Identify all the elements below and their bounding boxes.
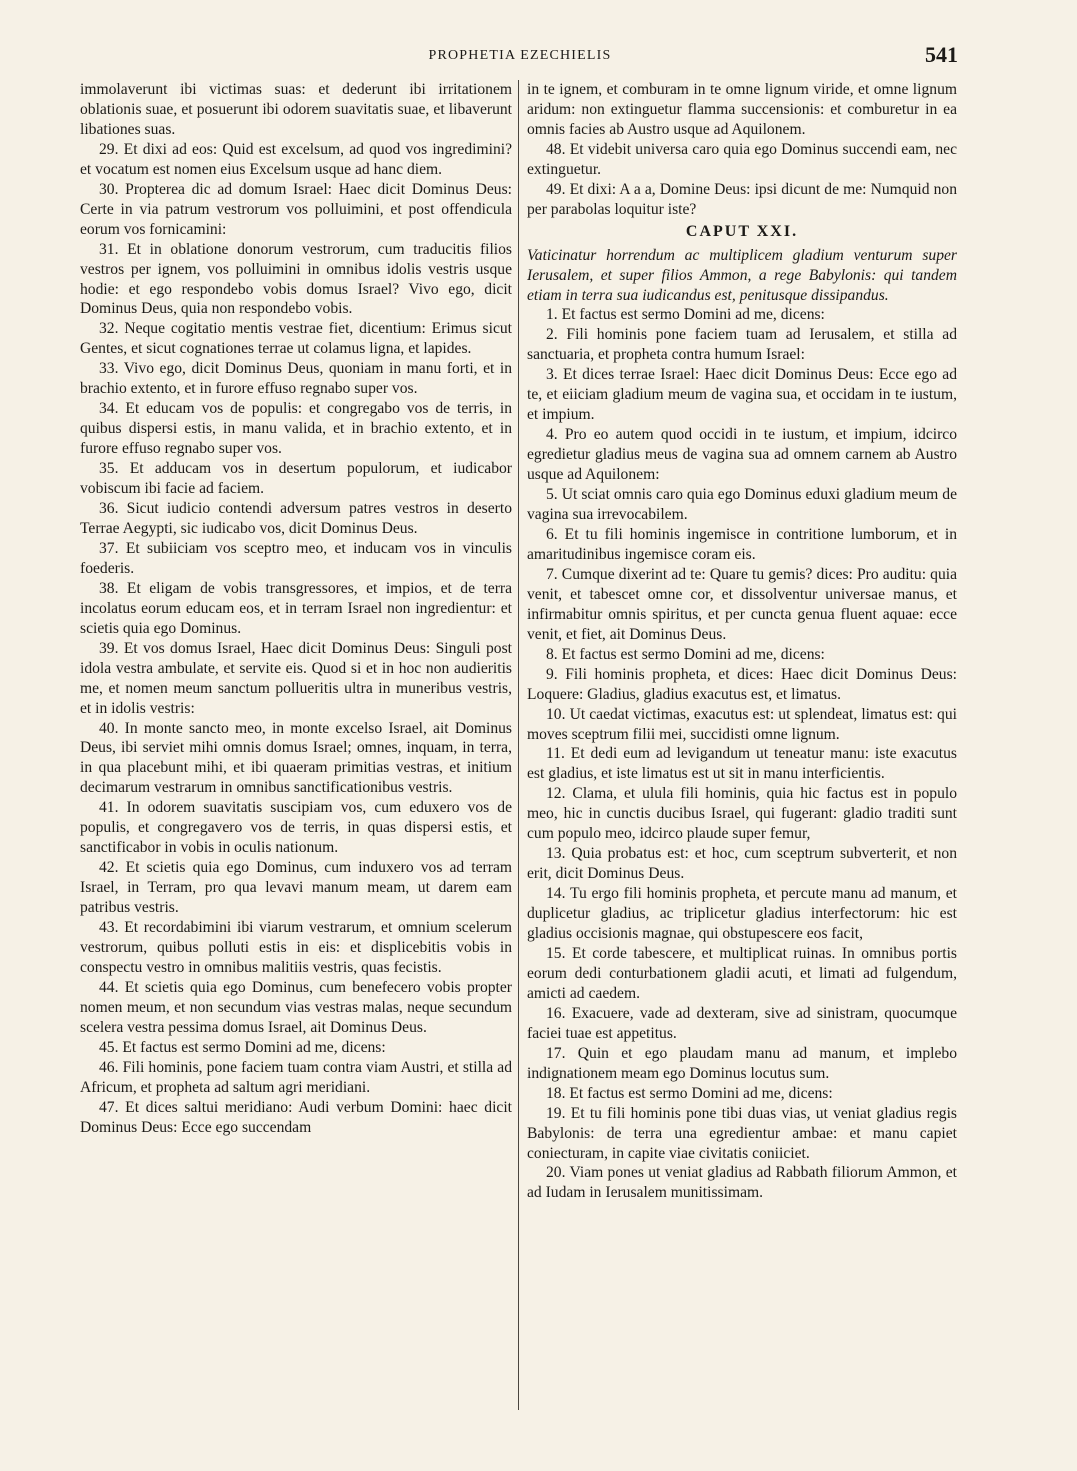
verse-paragraph: 15. Et corde tabescere, et multiplicat ruinas. In omnibus portis eorum dedi conturbationem gladii acuti, et limati ad fulgendum, amicti ad caedem.: [527, 944, 957, 1002]
right-column: [527, 80, 957, 1203]
page-number: 541: [925, 42, 958, 67]
verse-paragraph: 18. Et factus est sermo Domini ad me, dicens:: [546, 1084, 833, 1102]
verse-paragraph: 43. Et recordabimini ibi viarum vestrarum, et omnium scelerum vestrorum, quibus polluti estis in eis: et displicebitis vobis in conspectu vestro in omnibus malitiis vestris, quas fecistis.: [80, 919, 512, 976]
verse-paragraph: 20. Viam pones ut veniat gladius ad Rabbath filiorum Ammon, et ad Iudam in Ierusalem munitissimam.: [527, 1164, 957, 1202]
verse-paragraph: 40. In monte sancto meo, in monte excelso Israel, ait Dominus Deus, ibi serviet mihi omnis domus Israel; omnes, inquam, in terra, in qua placebunt mihi, et ibi quaeram primitias vestras, et initium decimarum vestrarum in omnibus sanctificationibus vestris.: [80, 719, 512, 797]
verse-paragraph: 41. In odorem suavitatis suscipiam vos, cum eduxero vos de populis, et congregavero vos de terris, in quas dispersi estis, et sanctificabor in vobis in oculis nationum.: [80, 799, 512, 857]
verse-paragraph: 2. Fili hominis pone faciem tuam ad Ierusalem, et stilla ad sanctuaria, et propheta contra humum Israel:: [527, 326, 957, 364]
verse-paragraph: 30. Propterea dic ad domum Israel: Haec dicit Dominus Deus: Certe in via patrum vestrorum vos polluimini, et post offendicula eorum vos fornicamini:: [80, 180, 512, 238]
verse-paragraph: 39. Et vos domus Israel, Haec dicit Dominus Deus: Singuli post idola vestra ambulate, et servite eis. Quod si et in hoc non audieritis me, et nomen meum sanctum pollueritis ultra in muneribus vestris, et in idolis vestris:: [80, 639, 512, 717]
verse-paragraph: 5. Ut sciat omnis caro quia ego Dominus eduxi gladium meum de vagina sua irrevocabilem.: [527, 486, 957, 524]
running-head: [80, 40, 960, 70]
verse-paragraph: 8. Et factus est sermo Domini ad me, dicens:: [546, 645, 825, 663]
verse-paragraph: 1. Et factus est sermo Domini ad me, dicens:: [546, 306, 825, 324]
verse-paragraph: 46. Fili hominis, pone faciem tuam contra viam Austri, et stilla ad Africum, et propheta ad saltum agri meridiani.: [80, 1058, 512, 1096]
verse-paragraph: 38. Et eligam de vobis transgressores, et impios, et de terra incolatus eorum educam eos, et in terram Israel non ingredientur: et scietis quia ego Dominus.: [80, 579, 512, 637]
verse-paragraph: 19. Et tu fili hominis pone tibi duas vias, ut veniat gladius regis Babylonis: de terra una egredientur ambae: et manu capiet coniecturam, in capite viae civitatis coniiciet.: [527, 1104, 957, 1162]
chapter-summary: Vaticinatur horrendum ac multiplicem gladium venturum super Ierusalem, et super filios Ammon, a rege Babylonis: qui tandem etiam in terra sua iudicandus est, penitusque dissipandus.: [527, 246, 957, 304]
verse-paragraph: 45. Et factus est sermo Domini ad me, dicens:: [99, 1038, 386, 1056]
verse-continuation: in te ignem, et comburam in te omne lignum viride, et omne lignum aridum: non extinguetur flamma succensionis: et comburetur in ea omnis facies ab Austro usque ad Aquilonem.: [527, 81, 957, 138]
verse-paragraph: 17. Quin et ego plaudam manu ad manum, et implebo indignationem meam ego Dominus locutus sum.: [527, 1044, 957, 1082]
verse-paragraph: 47. Et dices saltui meridiano: Audi verbum Domini: haec dicit Dominus Deus: Ecce ego succendam: [80, 1098, 512, 1136]
verse-paragraph: 6. Et tu fili hominis ingemisce in contritione lumborum, et in amaritudinibus ingemisce coram eis.: [527, 525, 957, 563]
verse-paragraph: 4. Pro eo autem quod occidi in te iustum, et impium, idcirco egredietur gladius meus de vagina sua ad omnem carnem ab Austro usque ad Aquilonem:: [527, 426, 957, 484]
verse-paragraph: 29. Et dixi ad eos: Quid est excelsum, ad quod vos ingredimini? et vocatum est nomen eius Excelsum usque ad hanc diem.: [80, 140, 512, 178]
verse-paragraph: 33. Vivo ego, dicit Dominus Deus, quoniam in manu forti, et in brachio extento, et in furore effuso regnabo super vos.: [80, 360, 512, 398]
left-column: [80, 80, 512, 1138]
verse-paragraph: 35. Et adducam vos in desertum populorum, et iudicabor vobiscum ibi facie ad faciem.: [80, 460, 512, 498]
verse-paragraph: 11. Et dedi eum ad levigandum ut teneatur manu: iste exacutus est gladius, et iste limatus est ut sit in manu interficientis.: [527, 745, 957, 783]
verse-paragraph: 14. Tu ergo fili hominis propheta, et percute manu ad manum, et duplicetur gladius, ac triplicetur gladius interfectorum: hic est gladius occisionis magnae, qui obstupescere eos facit,: [527, 885, 957, 943]
column-divider: [518, 80, 519, 1410]
verse-paragraph: 32. Neque cogitatio mentis vestrae fiet, dicentium: Erimus sicut Gentes, et sicut cognationes terrae ut colamus ligna, et lapides.: [80, 320, 512, 358]
verse-paragraph: 37. Et subiiciam vos sceptro meo, et inducam vos in vinculis foederis.: [80, 539, 512, 577]
verse-paragraph: 9. Fili hominis propheta, et dices: Haec dicit Dominus Deus: Loquere: Gladius, gladius exacutus est, et limatus.: [527, 665, 957, 703]
verse-paragraph: 3. Et dices terrae Israel: Haec dicit Dominus Deus: Ecce ego ad te, et eiiciam gladium meum de vagina sua, et occidam in te iustum, et impium.: [527, 366, 957, 424]
verse-paragraph: 36. Sicut iudicio contendi adversum patres vestros in deserto Terrae Aegypti, sic iudicabo vos, dicit Dominus Deus.: [80, 500, 512, 537]
verse-paragraph: 42. Et scietis quia ego Dominus, cum induxero vos ad terram Israel, in Terram, pro qua levavi manum meam, ut darem eam patribus vestris.: [80, 859, 512, 917]
verse-paragraph: 49. Et dixi: A a a, Domine Deus: ipsi dicunt de me: Numquid non per parabolas loquitur iste?: [527, 180, 957, 218]
verse-paragraph: 34. Et educam vos de populis: et congregabo vos de terris, in quibus dispersi estis, in manu valida, et in brachio extento, et in furore effuso regnabo super vos.: [80, 400, 512, 458]
verse-paragraph: 12. Clama, et ulula fili hominis, quia hic factus est in populo meo, hic in cunctis ducibus Israel, qui fugerant: gladio traditi sunt cum populo meo, idcirco plaude super femur,: [527, 785, 957, 843]
running-title: PROPHETIA EZECHIELIS: [428, 48, 612, 63]
verse-paragraph: 48. Et videbit universa caro quia ego Dominus succendi eam, nec extinguetur.: [527, 140, 957, 178]
verse-paragraph: 31. Et in oblatione donorum vestrorum, cum traducitis filios vestros per ignem, vos polluimini in omnibus idolis vestris usque hodie: et ego respondebo vobis domus Israel? Vivo ego, dicit Dominus Deus, quia non respondebo vobis.: [80, 240, 512, 318]
verse-paragraph: 10. Ut caedat victimas, exacutus est: ut splendeat, limatus est: qui moves sceptrum filii mei, succidisti omne lignum.: [527, 705, 957, 743]
verse-paragraph: 44. Et scietis quia ego Dominus, cum benefecero vobis propter nomen meum, et non secundum vias vestras malas, neque secundum scelera vestra pessima domus Israel, ait Dominus Deus.: [80, 978, 512, 1036]
verse-paragraph: 13. Quia probatus est: et hoc, cum sceptrum subverterit, et non erit, dicit Dominus Deus.: [527, 845, 957, 883]
verse-continuation: immolaverunt ibi victimas suas: et dederunt ibi irritationem oblationis suae, et posuerunt ibi odorem suavitatis suae, et libaverunt libationes suas.: [80, 81, 512, 138]
verse-paragraph: 16. Exacuere, vade ad dexteram, sive ad sinistram, quocumque faciei tuae est appetitus.: [527, 1004, 957, 1042]
verse-paragraph: 7. Cumque dixerint ad te: Quare tu gemis? dices: Pro auditu: quia venit, et tabescet omne cor, et dissolventur universae manus, et infirmabitur omnis spiritus, et per cuncta genua fluent aquae: ecce venit, et fiet, ait Dominus Deus.: [527, 565, 957, 643]
chapter-heading: CAPUT XXI.: [685, 222, 799, 240]
